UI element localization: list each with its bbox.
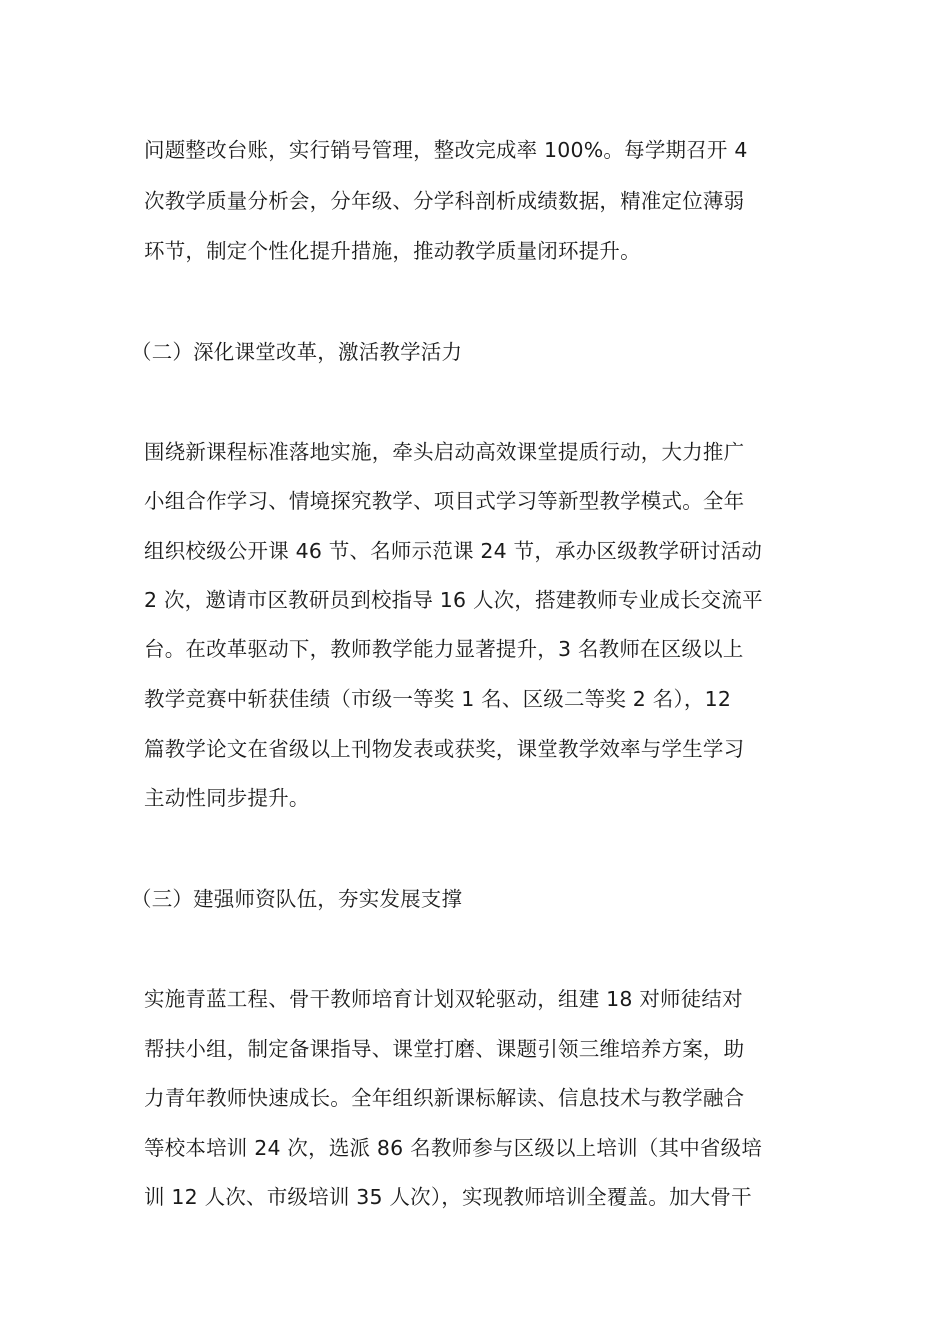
paragraph-line: 等校本培训 24 次，选派 86 名教师参与区级以上培训（其中省级培: [144, 1136, 763, 1160]
paragraph-line: 教学竞赛中斩获佳绩（市级一等奖 1 名、区级二等奖 2 名），12: [144, 687, 732, 711]
paragraph-line: 问题整改台账，实行销号管理，整改完成率 100%。每学期召开 4: [144, 138, 748, 162]
paragraph-line: 2 次，邀请市区教研员到校指导 16 人次，搭建教师专业成长交流平: [144, 588, 763, 612]
paragraph-line: 力青年教师快速成长。全年组织新课标解读、信息技术与教学融合: [144, 1086, 745, 1110]
paragraph-line: 台。在改革驱动下，教师教学能力显著提升，3 名教师在区级以上: [144, 637, 744, 661]
paragraph-line: 环节，制定个性化提升措施，推动教学质量闭环提升。: [144, 239, 641, 263]
paragraph-line: 帮扶小组，制定备课指导、课堂打磨、课题引领三维培养方案，助: [144, 1037, 745, 1061]
paragraph-line: 篇教学论文在省级以上刊物发表或获奖，课堂教学效率与学生学习: [144, 737, 745, 761]
paragraph-line: 主动性同步提升。: [144, 786, 310, 810]
section-heading: （二）深化课堂改革，激活教学活力: [131, 340, 463, 364]
paragraph-line: 训 12 人次、市级培训 35 人次），实现教师培训全覆盖。加大骨干: [144, 1185, 752, 1209]
paragraph-line: 小组合作学习、情境探究教学、项目式学习等新型教学模式。全年: [144, 489, 745, 513]
paragraph-line: 次教学质量分析会，分年级、分学科剖析成绩数据，精准定位薄弱: [144, 189, 745, 213]
paragraph-line: 围绕新课程标准落地实施，牵头启动高效课堂提质行动，大力推广: [144, 440, 745, 464]
paragraph-line: 实施青蓝工程、骨干教师培育计划双轮驱动，组建 18 对师徒结对: [144, 987, 743, 1011]
paragraph-line: 组织校级公开课 46 节、名师示范课 24 节，承办区级教学研讨活动: [144, 539, 763, 563]
section-heading: （三）建强师资队伍，夯实发展支撑: [131, 887, 463, 911]
